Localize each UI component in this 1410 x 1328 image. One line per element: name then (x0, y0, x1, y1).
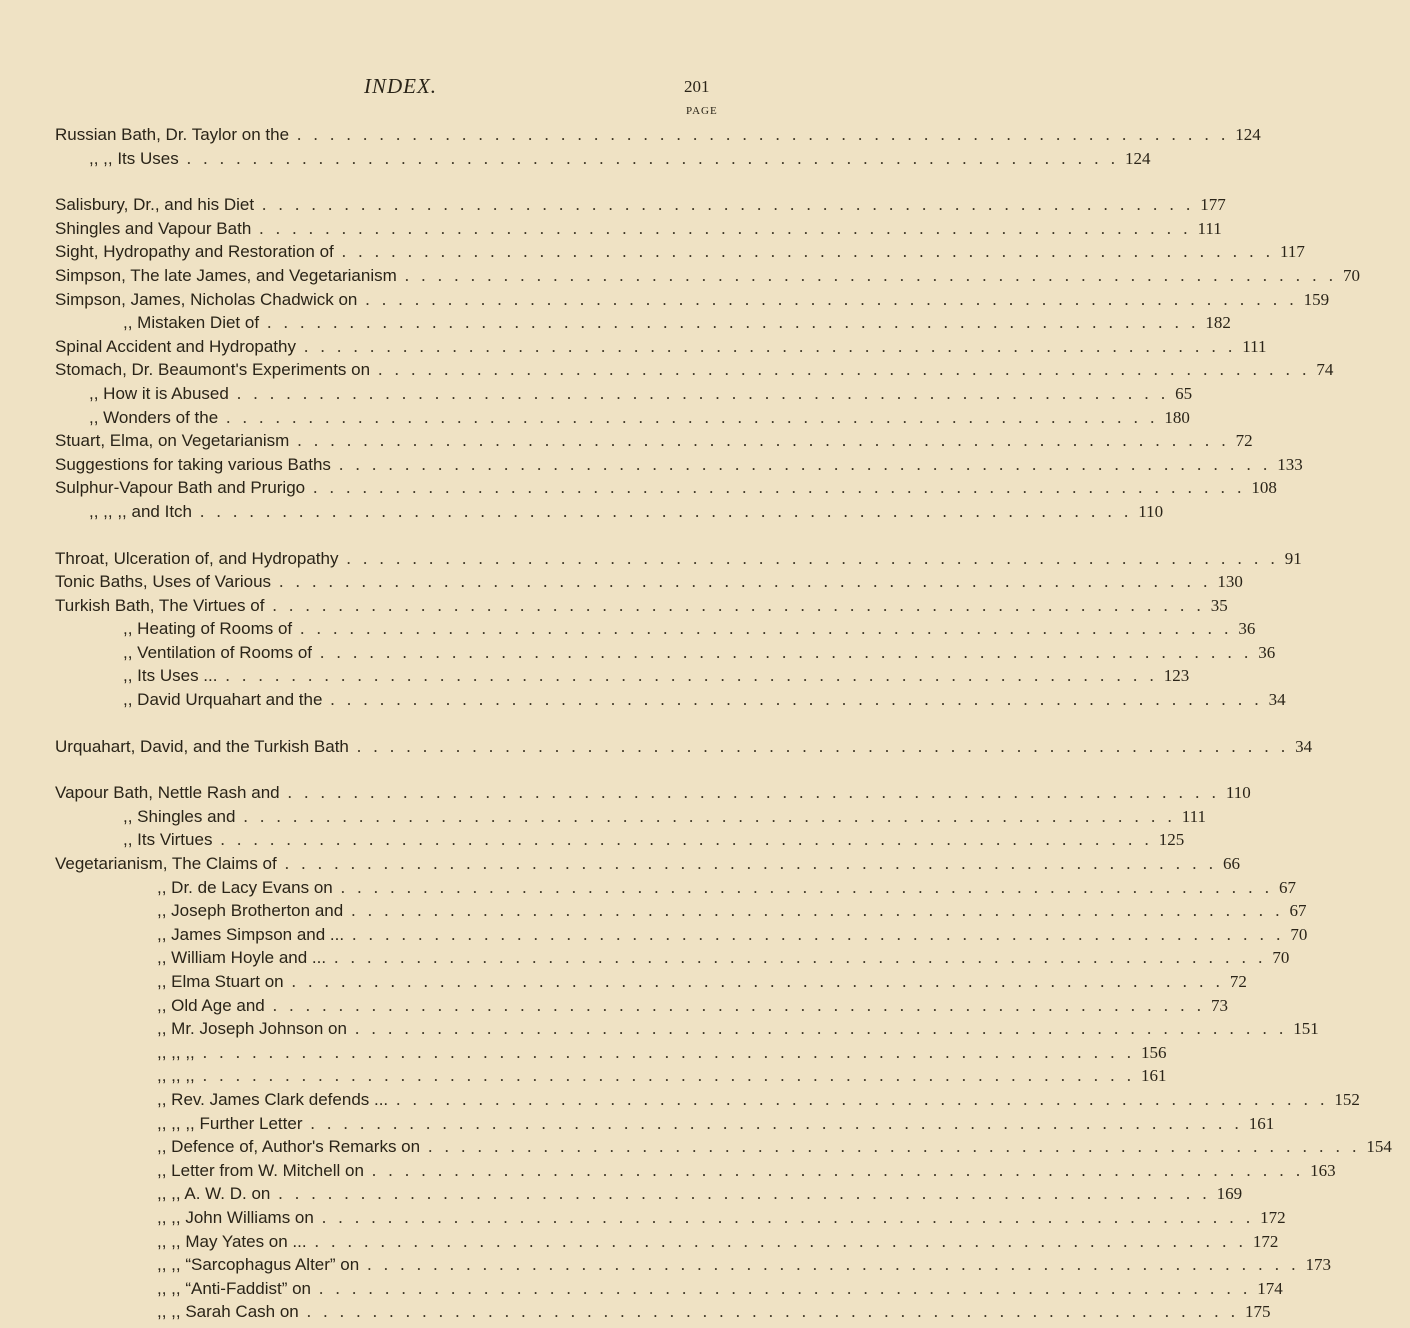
entry-page-number: 124 (1235, 125, 1261, 144)
entry-text: ,, Rev. James Clark defends ... (157, 1089, 389, 1109)
entry-text: ,, Its Uses ... (123, 666, 218, 686)
entry-text: Stuart, Elma, on Vegetarianism (55, 431, 290, 451)
index-entry (55, 781, 1251, 805)
entry-page-number: 35 (1210, 595, 1228, 615)
dot-leader: . . . . . . . . . . . . . . . . . . . . . . . . . . . . . . . . . . . . . . . . . . . . . . . . . . . . . . . . . (310, 1113, 1243, 1133)
index-entry (55, 899, 1307, 923)
entry-text: ,, Mr. Joseph Johnson on (157, 1019, 347, 1039)
index-entry (55, 735, 1313, 759)
entry-page-number: 123 (1163, 666, 1190, 686)
entry-text: ,, Mistaken Diet of (123, 313, 260, 333)
entry-page-number: 108 (1251, 478, 1277, 498)
index-entry (55, 240, 1305, 264)
entry-page-number: 133 (1277, 454, 1303, 474)
entry-text: ,, ,, Its Uses (89, 148, 179, 168)
index-entry (55, 193, 1226, 217)
entry-page-number: 156 (1141, 1042, 1167, 1062)
entry-text: ,, ,, “Sarcophagus Alter” on (157, 1255, 360, 1275)
entry-text: Sulphur-Vapour Bath and Prurigo (55, 478, 306, 498)
entry-page-number: 67 (1289, 901, 1307, 921)
dot-leader: . . . . . . . . . . . . . . . . . . . . . . . . . . . . . . . . . . . . . . . . . . . . . . . . . . . . . . . . . (351, 901, 1284, 921)
dot-leader: . . . . . . . . . . . . . . . . . . . . . . . . . . . . . . . . . . . . . . . . . . . . . . . . . . . . . . . . . (272, 595, 1205, 615)
dot-leader: . . . . . . . . . . . . . . . . . . . . . . . . . . . . . . . . . . . . . . . . . . . . . . . . . . . . . . . . . (354, 1019, 1288, 1039)
entry-text: Vegetarianism, The Claims of (55, 854, 277, 874)
entry-text: Turkish Bath, The Virtues of (55, 595, 265, 615)
index-entry (55, 1182, 1243, 1206)
entry-page-number: 70 (1272, 948, 1290, 968)
entry-page-number: 72 (1229, 972, 1247, 991)
index-entry (55, 1206, 1286, 1230)
entry-page-number: 174 (1257, 1278, 1283, 1298)
entry-text: Stomach, Dr. Beaumont's Experiments on (55, 360, 371, 380)
index-entry (55, 1230, 1279, 1254)
entry-text: Spinal Accident and Hydropathy (55, 336, 296, 356)
page-column-label: PAGE (686, 105, 718, 117)
index-entry (55, 217, 1222, 241)
entry-page-number: 36 (1238, 619, 1256, 639)
entry-page-number: 125 (1158, 830, 1185, 850)
dot-leader: . . . . . . . . . . . . . . . . . . . . . . . . . . . . . . . . . . . . . . . . . . . . . . . . . . . . . . . . . (306, 1302, 1239, 1322)
index-entry (55, 617, 1256, 641)
index-entry (55, 828, 1185, 852)
entry-page-number: 182 (1205, 313, 1231, 333)
index-entry (55, 382, 1193, 406)
index-entry (55, 358, 1334, 382)
index-entries (55, 123, 1392, 1324)
index-entry (55, 264, 1361, 288)
index-entry (55, 335, 1267, 359)
index-entry (55, 994, 1228, 1018)
dot-leader: . . . . . . . . . . . . . . . . . . . . . . . . . . . . . . . . . . . . . . . . . . . . . . . . . . . . . . . . . (226, 407, 1159, 427)
entry-text: Russian Bath, Dr. Taylor on the (55, 125, 290, 144)
dot-leader: . . . . . . . . . . . . . . . . . . . . . . . . . . . . . . . . . . . . . . . . . . . . . . . . . . . . . . . . . (202, 1042, 1136, 1062)
entry-text: ,, ,, May Yates on ... (157, 1231, 307, 1251)
entry-text: ,, ,, ,, Further Letter (157, 1113, 303, 1133)
index-entry (55, 946, 1290, 970)
entry-page-number: 172 (1252, 1231, 1279, 1251)
dot-leader: . . . . . . . . . . . . . . . . . . . . . . . . . . . . . . . . . . . . . . . . . . . . . . . . . . . . . . . . . (243, 806, 1176, 826)
index-entry (55, 641, 1276, 665)
dot-leader: . . . . . . . . . . . . . . . . . . . . . . . . . . . . . . . . . . . . . . . . . . . . . . . . . . . . . . . . . (340, 877, 1274, 897)
index-entry (55, 453, 1303, 477)
entry-text: ,, ,, ,, and Itch (89, 501, 192, 521)
dot-leader: . . . . . . . . . . . . . . . . . . . . . . . . . . . . . . . . . . . . . . . . . . . . . . . . . . . . . . . . . (371, 1160, 1305, 1180)
entry-page-number: 172 (1260, 1207, 1286, 1227)
entry-text: ,, Elma Stuart on (157, 972, 284, 991)
index-entry (55, 970, 1247, 994)
entry-text: Salisbury, Dr., and his Diet (55, 195, 255, 215)
entry-page-number: 67 (1279, 877, 1297, 897)
entry-page-number: 161 (1248, 1113, 1275, 1133)
dot-leader: . . . . . . . . . . . . . . . . . . . . . . . . . . . . . . . . . . . . . . . . . . . . . . . . . . . . . . . . . (236, 383, 1170, 403)
entry-page-number: 34 (1268, 690, 1286, 710)
dot-leader: . . . . . . . . . . . . . . . . . . . . . . . . . . . . . . . . . . . . . . . . . . . . . . . . . . . . . . . . . (297, 431, 1230, 451)
entry-text: ,, Defence of, Author's Remarks on (157, 1137, 421, 1157)
entry-page-number: 152 (1334, 1089, 1360, 1109)
index-entry (55, 406, 1190, 430)
entry-text: ,, Ventilation of Rooms of (123, 642, 312, 662)
entry-page-number: 72 (1235, 431, 1253, 451)
entry-page-number: 70 (1290, 924, 1308, 944)
dot-leader: . . . . . . . . . . . . . . . . . . . . . . . . . . . . . . . . . . . . . . . . . . . . . . . . . . . . . . . . . (367, 1255, 1300, 1275)
dot-leader: . . . . . . . . . . . . . . . . . . . . . . . . . . . . . . . . . . . . . . . . . . . . . . . . . . . . . . . . . (284, 854, 1217, 874)
entry-text: Simpson, The late James, and Vegetarianism (55, 265, 397, 285)
entry-text: ,, ,, A. W. D. on (157, 1184, 271, 1204)
entry-page-number: 110 (1138, 501, 1164, 521)
index-entry (55, 476, 1277, 500)
entry-text: ,, Heating of Rooms of (123, 619, 293, 639)
index-entry (55, 1135, 1392, 1159)
entry-page-number: 36 (1258, 642, 1276, 662)
dot-leader: . . . . . . . . . . . . . . . . . . . . . . . . . . . . . . . . . . . . . . . . . . . . . . . . . . . . . . . . . (278, 1184, 1211, 1204)
dot-leader: . . . . . . . . . . . . . . . . . . . . . . . . . . . . . . . . . . . . . . . . . . . . . . . . . . . . . . . . . (314, 1231, 1247, 1251)
dot-leader: . . . . . . . . . . . . . . . . . . . . . . . . . . . . . . . . . . . . . . . . . . . . . . . . . . . . . . . . . (334, 948, 1267, 968)
entry-page-number: 151 (1293, 1019, 1319, 1039)
page-number: 201 (684, 77, 710, 96)
entry-page-number: 124 (1125, 148, 1151, 168)
entry-page-number: 159 (1303, 289, 1330, 309)
entry-page-number: 161 (1141, 1066, 1167, 1086)
index-entry (55, 147, 1151, 171)
dot-leader: . . . . . . . . . . . . . . . . . . . . . . . . . . . . . . . . . . . . . . . . . . . . . . . . . . . . . . . . . (396, 1089, 1329, 1109)
entry-page-number: 34 (1295, 736, 1313, 756)
index-entry (55, 123, 1261, 147)
dot-leader: . . . . . . . . . . . . . . . . . . . . . . . . . . . . . . . . . . . . . . . . . . . . . . . . . . . . . . . . . (321, 1207, 1255, 1227)
index-entry (55, 500, 1164, 524)
entry-page-number: 74 (1316, 360, 1334, 380)
index-entry (55, 805, 1206, 829)
dot-leader: . . . . . . . . . . . . . . . . . . . . . . . . . . . . . . . . . . . . . . . . . . . . . . . . . . . . . . . . . (300, 619, 1233, 639)
entry-text: Tonic Baths, Uses of Various (55, 572, 272, 592)
dot-leader: . . . . . . . . . . . . . . . . . . . . . . . . . . . . . . . . . . . . . . . . . . . . . . . . . . . . . . . . . (378, 360, 1311, 380)
dot-leader: . . . . . . . . . . . . . . . . . . . . . . . . . . . . . . . . . . . . . . . . . . . . . . . . . . . . . . . . . (297, 125, 1230, 144)
index-entry (55, 1159, 1336, 1183)
index-entry (55, 1300, 1271, 1324)
index-entry (55, 1112, 1275, 1136)
dot-leader: . . . . . . . . . . . . . . . . . . . . . . . . . . . . . . . . . . . . . . . . . . . . . . . . . . . . . . . . . (279, 572, 1212, 592)
dot-leader: . . . . . . . . . . . . . . . . . . . . . . . . . . . . . . . . . . . . . . . . . . . . . . . . . . . . . . . . . (313, 478, 1246, 498)
dot-leader: . . . . . . . . . . . . . . . . . . . . . . . . . . . . . . . . . . . . . . . . . . . . . . . . . . . . . . . . . (291, 972, 1224, 991)
entry-page-number: 70 (1343, 265, 1361, 285)
entry-text: ,, How it is Abused (89, 383, 229, 403)
entry-page-number: 177 (1200, 195, 1226, 215)
entry-text: ,, ,, Sarah Cash on (157, 1302, 299, 1322)
index-entry (55, 288, 1330, 312)
entry-page-number: 111 (1242, 336, 1267, 356)
dot-leader: . . . . . . . . . . . . . . . . . . . . . . . . . . . . . . . . . . . . . . . . . . . . . . . . . . . . . . . . . (319, 1278, 1252, 1298)
entry-page-number: 169 (1216, 1184, 1243, 1204)
dot-leader: . . . . . . . . . . . . . . . . . . . . . . . . . . . . . . . . . . . . . . . . . . . . . . . . . . . . . . . . . (365, 289, 1298, 309)
dot-leader: . . . . . . . . . . . . . . . . . . . . . . . . . . . . . . . . . . . . . . . . . . . . . . . . . . . . . . . . . (304, 336, 1237, 356)
index-entry (55, 1277, 1283, 1301)
dot-leader: . . . . . . . . . . . . . . . . . . . . . . . . . . . . . . . . . . . . . . . . . . . . . . . . . . . . . . . . . (272, 995, 1205, 1015)
dot-leader: . . . . . . . . . . . . . . . . . . . . . . . . . . . . . . . . . . . . . . . . . . . . . . . . . . . . . . . . . (341, 242, 1275, 262)
entry-text: ,, Shingles and (123, 806, 236, 826)
entry-page-number: 117 (1280, 242, 1305, 262)
dot-leader: . . . . . . . . . . . . . . . . . . . . . . . . . . . . . . . . . . . . . . . . . . . . . . . . . . . . . . . . . (225, 666, 1158, 686)
index-entry (55, 664, 1190, 688)
index-entry (55, 852, 1240, 876)
entry-text: ,, Old Age and (157, 995, 265, 1015)
entry-page-number: 173 (1305, 1255, 1331, 1275)
index-entry (55, 311, 1231, 335)
entry-page-number: 65 (1175, 383, 1193, 403)
entry-text: Shingles and Vapour Bath (55, 218, 252, 238)
entry-page-number: 110 (1225, 783, 1251, 803)
dot-leader: . . . . . . . . . . . . . . . . . . . . . . . . . . . . . . . . . . . . . . . . . . . . . . . . . . . . . . . . . (356, 736, 1290, 756)
index-entry (55, 1088, 1360, 1112)
entry-text: Sight, Hydropathy and Restoration of (55, 242, 334, 262)
dot-leader: . . . . . . . . . . . . . . . . . . . . . . . . . . . . . . . . . . . . . . . . . . . . . . . . . . . . . . . . . (259, 218, 1192, 238)
entry-text: ,, ,, ,, (157, 1066, 195, 1086)
entry-text: Vapour Bath, Nettle Rash and (55, 783, 280, 803)
dot-leader: . . . . . . . . . . . . . . . . . . . . . . . . . . . . . . . . . . . . . . . . . . . . . . . . . . . . . . . . . (338, 454, 1272, 474)
entry-text: Throat, Ulceration of, and Hydropathy (55, 548, 339, 568)
dot-leader: . . . . . . . . . . . . . . . . . . . . . . . . . . . . . . . . . . . . . . . . . . . . . . . . . . . . . . . . . (200, 501, 1133, 521)
entry-page-number: 111 (1197, 218, 1222, 238)
running-head-title: INDEX. (363, 74, 438, 98)
index-entry (55, 594, 1228, 618)
entry-page-number: 91 (1284, 548, 1302, 568)
entry-text: Suggestions for taking various Baths (55, 454, 331, 474)
entry-page-number: 154 (1366, 1137, 1392, 1157)
entry-page-number: 111 (1181, 806, 1206, 826)
index-entry (55, 547, 1302, 571)
entry-text: ,, James Simpson and ... (157, 924, 345, 944)
entry-page-number: 130 (1217, 572, 1243, 592)
entry-page-number: 175 (1245, 1302, 1271, 1322)
index-entry (55, 1041, 1167, 1065)
entry-text: ,, Dr. de Lacy Evans on (157, 877, 333, 897)
entry-page-number: 180 (1164, 407, 1190, 427)
entry-page-number: 66 (1222, 854, 1240, 874)
entry-text: ,, ,, ,, (157, 1042, 195, 1062)
entry-text: ,, Wonders of the (89, 407, 219, 427)
entry-text: ,, Letter from W. Mitchell on (157, 1160, 364, 1180)
index-entry (55, 876, 1297, 900)
entry-text: Urquahart, David, and the Turkish Bath (55, 736, 349, 756)
index-entry (55, 1253, 1331, 1277)
entry-text: Simpson, James, Nicholas Chadwick on (55, 289, 358, 309)
dot-leader: . . . . . . . . . . . . . . . . . . . . . . . . . . . . . . . . . . . . . . . . . . . . . . . . . . . . . . . . . (186, 148, 1119, 168)
entry-text: ,, David Urquahart and the (123, 690, 323, 710)
index-entry (55, 688, 1286, 712)
entry-text: ,, William Hoyle and ... (157, 948, 327, 968)
dot-leader: . . . . . . . . . . . . . . . . . . . . . . . . . . . . . . . . . . . . . . . . . . . . . . . . . . . . . . . . . (202, 1066, 1136, 1086)
dot-leader: . . . . . . . . . . . . . . . . . . . . . . . . . . . . . . . . . . . . . . . . . . . . . . . . . . . . . . . . . (267, 313, 1200, 333)
index-entry (55, 923, 1308, 947)
dot-leader: . . . . . . . . . . . . . . . . . . . . . . . . . . . . . . . . . . . . . . . . . . . . . . . . . . . . . . . . . (287, 783, 1220, 803)
dot-leader: . . . . . . . . . . . . . . . . . . . . . . . . . . . . . . . . . . . . . . . . . . . . . . . . . . . . . . . . . (404, 265, 1338, 285)
entry-text: ,, ,, John Williams on (157, 1207, 314, 1227)
dot-leader: . . . . . . . . . . . . . . . . . . . . . . . . . . . . . . . . . . . . . . . . . . . . . . . . . . . . . . . . . (352, 924, 1285, 944)
entry-page-number: 73 (1211, 995, 1228, 1015)
entry-page-number: 163 (1310, 1160, 1336, 1180)
dot-leader: . . . . . . . . . . . . . . . . . . . . . . . . . . . . . . . . . . . . . . . . . . . . . . . . . . . . . . . . . (346, 548, 1279, 568)
index-entry (55, 429, 1253, 453)
dot-leader: . . . . . . . . . . . . . . . . . . . . . . . . . . . . . . . . . . . . . . . . . . . . . . . . . . . . . . . . . (262, 195, 1195, 215)
index-entry (55, 1064, 1167, 1088)
entry-text: ,, Joseph Brotherton and (157, 901, 344, 921)
dot-leader: . . . . . . . . . . . . . . . . . . . . . . . . . . . . . . . . . . . . . . . . . . . . . . . . . . . . . . . . . (320, 642, 1253, 662)
dot-leader: . . . . . . . . . . . . . . . . . . . . . . . . . . . . . . . . . . . . . . . . . . . . . . . . . . . . . . . . . (330, 690, 1263, 710)
index-entry (55, 1017, 1319, 1041)
dot-leader: . . . . . . . . . . . . . . . . . . . . . . . . . . . . . . . . . . . . . . . . . . . . . . . . . . . . . . . . . (220, 830, 1153, 850)
index-entry (55, 570, 1243, 594)
dot-leader: . . . . . . . . . . . . . . . . . . . . . . . . . . . . . . . . . . . . . . . . . . . . . . . . . . . . . . . . . (428, 1137, 1361, 1157)
entry-text: ,, ,, “Anti-Faddist” on (157, 1278, 311, 1298)
entry-text: ,, Its Virtues (123, 830, 213, 850)
